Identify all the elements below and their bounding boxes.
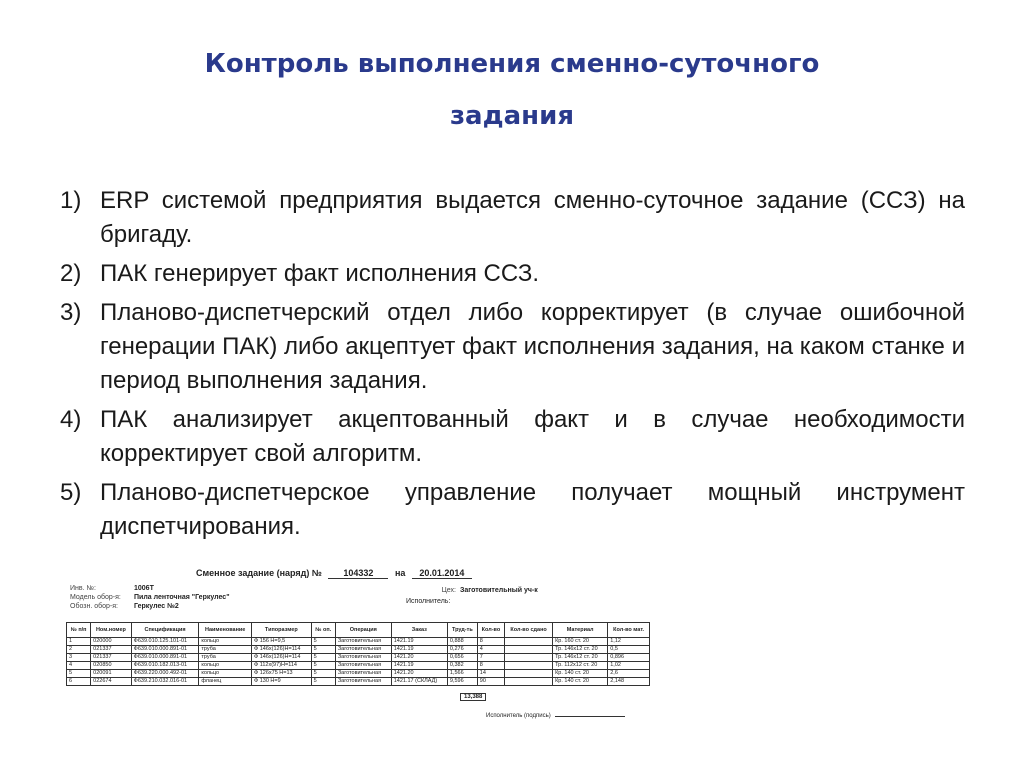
table-cell: 2 <box>67 646 91 654</box>
table-cell: 021337 <box>91 646 132 654</box>
table-cell: 0,276 <box>447 646 477 654</box>
table-cell: 1,12 <box>608 638 650 646</box>
table-cell: 5 <box>67 670 91 678</box>
table-cell: Заготовительная <box>335 670 391 678</box>
table-cell <box>505 678 553 686</box>
shop-value: Заготовительный уч-к <box>460 587 538 594</box>
table-cell: 5 <box>311 646 335 654</box>
table-cell: 9,596 <box>447 678 477 686</box>
table-cell: Заготовительная <box>335 654 391 662</box>
item-number: 5) <box>60 479 82 506</box>
item-number: 3) <box>60 299 82 326</box>
table-cell <box>505 670 553 678</box>
table-cell: Заготовительная <box>335 662 391 670</box>
table-cell: 020091 <box>91 670 132 678</box>
table-cell: труба <box>199 654 252 662</box>
executor-label: Исполнитель: <box>406 598 451 605</box>
table-cell: 1,566 <box>447 670 477 678</box>
item-text: Планово-диспетчерское управление получает мощный инструмент диспетчирования. <box>100 479 965 540</box>
table-cell: Кр. 140 ст. 20 <box>553 670 608 678</box>
table-cell: Ф639.010.000.891-01 <box>131 654 199 662</box>
table-cell: 0,5 <box>608 646 650 654</box>
table-cell: Ф 146х(126)Н=114 <box>252 654 312 662</box>
table-cell: Кр. 140 ст. 20 <box>553 678 608 686</box>
table-cell: Тр. 112х12 ст. 20 <box>553 662 608 670</box>
table-cell: кольцо <box>199 662 252 670</box>
table-cell: Ф639.210.032.016-01 <box>131 678 199 686</box>
table-row <box>67 638 650 646</box>
table-cell: Ф639.220.000.492-01 <box>131 670 199 678</box>
item-number: 4) <box>60 406 82 433</box>
column-header: Спецификация <box>131 623 199 638</box>
slide-title <box>0 38 1024 142</box>
table-cell: 5 <box>311 670 335 678</box>
table-row <box>67 646 650 654</box>
column-header: Кол-во мат. <box>608 623 650 638</box>
table-cell: 90 <box>477 678 504 686</box>
document-date: 20.01.2014 <box>412 568 472 579</box>
column-header: Кол-во сдано <box>505 623 553 638</box>
table-row <box>67 678 650 686</box>
list-item <box>60 296 965 398</box>
model-label: Модель обор-я: <box>70 594 121 601</box>
table-cell: 6 <box>67 678 91 686</box>
table-cell: 5 <box>311 662 335 670</box>
table-cell: Ф 156 Н=9,5 <box>252 638 312 646</box>
document-date-label: на <box>394 568 406 578</box>
table-cell <box>505 654 553 662</box>
signature-area <box>486 713 625 719</box>
table-cell: Заготовительная <box>335 678 391 686</box>
table-cell: Кр. 160 ст. 20 <box>553 638 608 646</box>
table-cell: 7 <box>477 654 504 662</box>
table-cell: Тр. 146х12 ст. 20 <box>553 646 608 654</box>
document-number: 104332 <box>328 568 388 579</box>
table-cell: Ф 112х(97)Н=114 <box>252 662 312 670</box>
title-line-1: Контроль выполнения сменно-суточного <box>204 49 820 79</box>
table-cell: 2,148 <box>608 678 650 686</box>
table-body <box>67 638 650 686</box>
table-cell: 3 <box>67 654 91 662</box>
table-cell: 0,888 <box>447 638 477 646</box>
table-cell: 2,6 <box>608 670 650 678</box>
table-cell <box>505 638 553 646</box>
table-cell: 020000 <box>91 638 132 646</box>
numbered-list <box>60 184 965 549</box>
table-cell: 4 <box>477 646 504 654</box>
table-cell: 4 <box>67 662 91 670</box>
item-text: ERP системой предприятия выдается сменно-суточное задание (ССЗ) на бригаду. <box>100 187 965 248</box>
table-cell: кольцо <box>199 638 252 646</box>
document-meta-left <box>70 584 230 611</box>
column-header: № оп. <box>311 623 335 638</box>
table-cell: Ф639.010.182.013-01 <box>131 662 199 670</box>
item-number: 2) <box>60 260 82 287</box>
table-row <box>67 670 650 678</box>
table-cell: Ф 126х75 Н=13 <box>252 670 312 678</box>
signature-line <box>555 716 625 717</box>
table-cell: труба <box>199 646 252 654</box>
column-header: Труд-ть <box>447 623 477 638</box>
column-header: Ном.номер <box>91 623 132 638</box>
inv-value: 1006Т <box>134 585 154 592</box>
list-item <box>60 403 965 471</box>
table-header-row <box>67 623 650 638</box>
list-item <box>60 257 965 291</box>
document-heading-label: Сменное задание (наряд) № <box>196 568 322 578</box>
table-cell: 5 <box>311 654 335 662</box>
table-row <box>67 662 650 670</box>
inv-label: Инв. №: <box>70 585 96 592</box>
designation-label: Обозн. обор-я: <box>70 603 118 610</box>
table-cell: 1421.17 (СКЛАД) <box>391 678 447 686</box>
table-cell: 8 <box>477 638 504 646</box>
table-cell: 1421.19 <box>391 638 447 646</box>
title-line-2: задания <box>449 101 575 131</box>
shift-task-document <box>66 562 656 732</box>
table-cell: 1421.19 <box>391 662 447 670</box>
item-text: ПАК генерирует факт исполнения ССЗ. <box>100 260 540 287</box>
list-item <box>60 184 965 252</box>
table-row <box>67 654 650 662</box>
table-cell: 14 <box>477 670 504 678</box>
item-text: ПАК анализирует акцептованный факт и в случае необходимости корректирует свой алгоритм. <box>100 406 965 467</box>
table-cell: 5 <box>311 638 335 646</box>
table-cell: Заготовительная <box>335 646 391 654</box>
signature-label: Исполнитель (подпись) <box>486 713 551 719</box>
table-cell: Ф639.010.000.891-01 <box>131 646 199 654</box>
table-cell: 020850 <box>91 662 132 670</box>
table-cell: Ф 146х(126)Н=114 <box>252 646 312 654</box>
table-cell: 1421.20 <box>391 670 447 678</box>
table-cell: Заготовительная <box>335 638 391 646</box>
table-cell: Тр. 146х12 ст. 20 <box>553 654 608 662</box>
total-labor: 13,388 <box>460 693 486 701</box>
document-meta-right <box>406 586 538 606</box>
table-cell: Ф639.010.125.101-01 <box>131 638 199 646</box>
table-cell: 022674 <box>91 678 132 686</box>
table-cell: 1421.19 <box>391 646 447 654</box>
model-value: Пила ленточная "Геркулес" <box>134 594 230 601</box>
table-cell <box>505 646 553 654</box>
table-cell: 0,656 <box>447 654 477 662</box>
table-cell: 0,896 <box>608 654 650 662</box>
table-cell: Ф 130 Н=9 <box>252 678 312 686</box>
document-heading <box>196 568 476 579</box>
table-cell: кольцо <box>199 670 252 678</box>
list-item <box>60 476 965 544</box>
table-cell: 021337 <box>91 654 132 662</box>
designation-value: Геркулес №2 <box>134 603 179 610</box>
item-text: Планово-диспетчерский отдел либо корректирует (в случае ошибочной генерации ПАК) либо акцептует факт исполнения задания, на каком станке и период выполнения задания. <box>100 299 965 394</box>
column-header: Кол-во <box>477 623 504 638</box>
table-cell: 8 <box>477 662 504 670</box>
table-cell: 0,382 <box>447 662 477 670</box>
column-header: Операция <box>335 623 391 638</box>
column-header: Типоразмер <box>252 623 312 638</box>
task-table <box>66 622 650 686</box>
column-header: Наименование <box>199 623 252 638</box>
table-cell: фланец <box>199 678 252 686</box>
column-header: Заказ <box>391 623 447 638</box>
shop-label: Цех: <box>441 587 456 594</box>
table-cell <box>505 662 553 670</box>
column-header: Материал <box>553 623 608 638</box>
table-cell: 1421.20 <box>391 654 447 662</box>
table-cell: 1,02 <box>608 662 650 670</box>
table-cell: 5 <box>311 678 335 686</box>
column-header: № п/п <box>67 623 91 638</box>
table-cell: 1 <box>67 638 91 646</box>
item-number: 1) <box>60 187 82 214</box>
